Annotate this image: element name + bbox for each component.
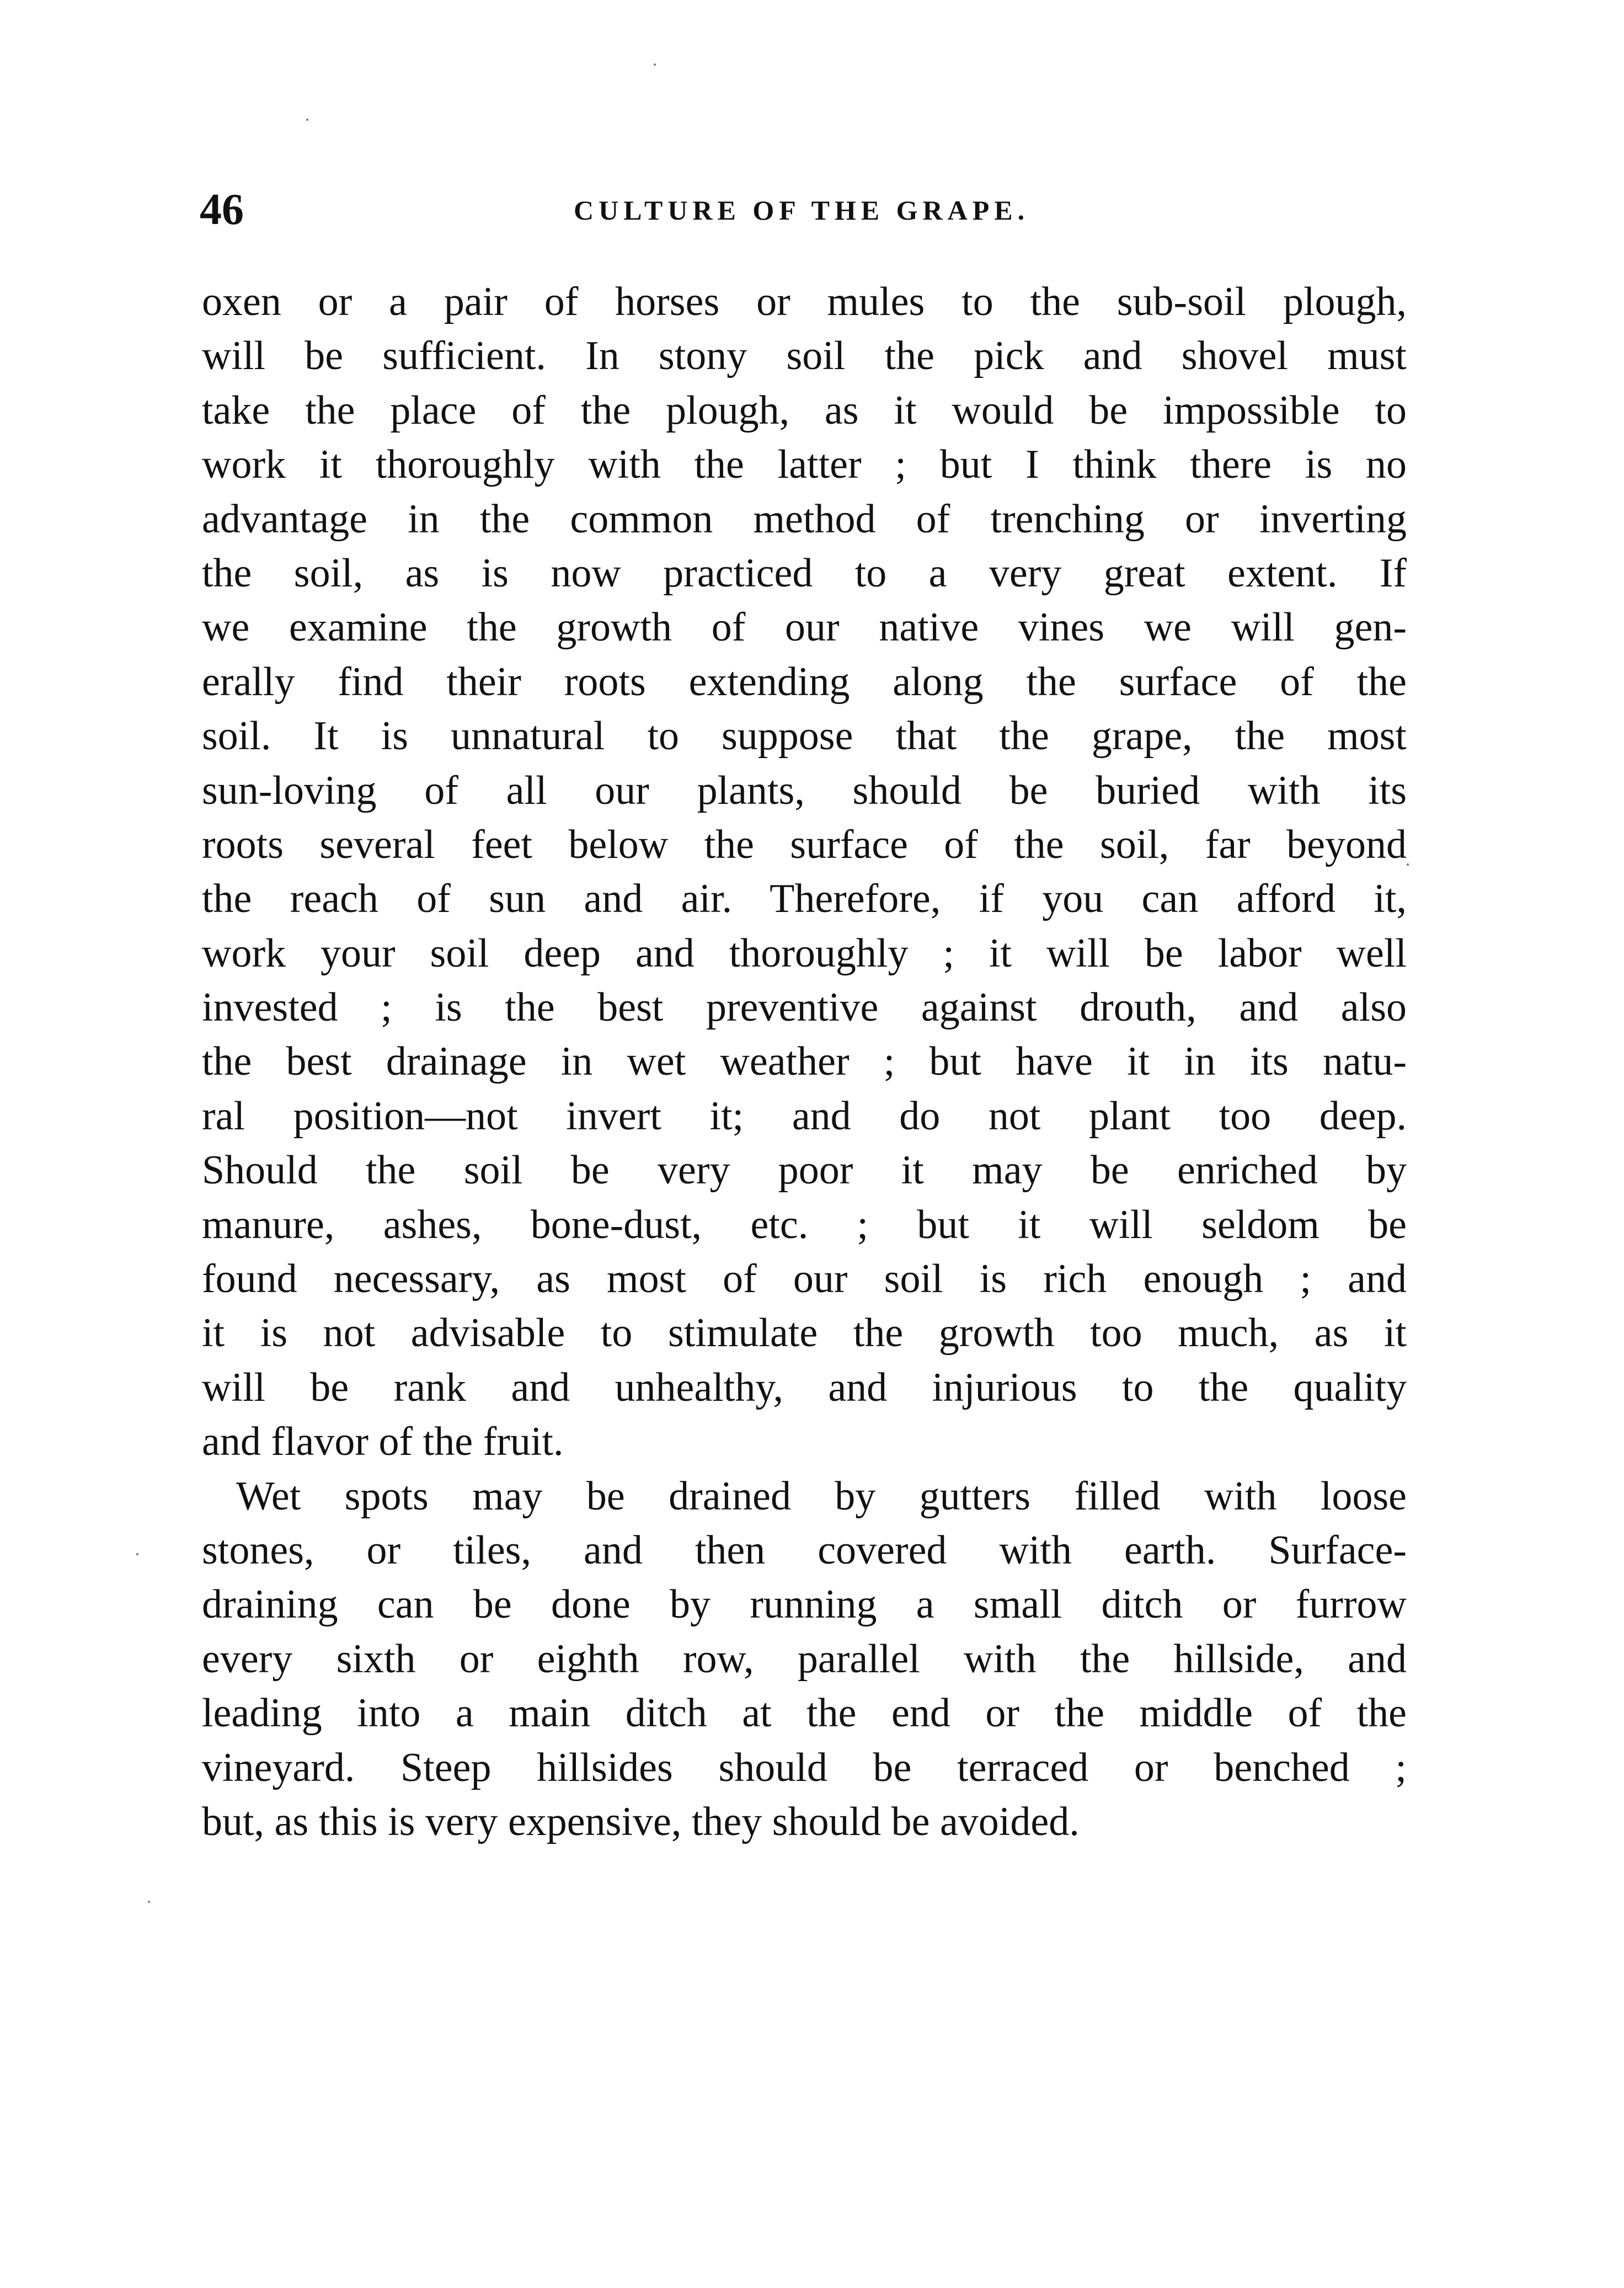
text-line: soil. It is unnatural to suppose that the grape, the most <box>202 713 1407 759</box>
text-line: erally find their roots extending along the surface of the <box>202 659 1407 705</box>
text-line: every sixth or eighth row, parallel with the hillside, and <box>202 1636 1407 1682</box>
text-line: will be rank and unhealthy, and injurious to the quality <box>202 1364 1407 1410</box>
text-line: stones, or tiles, and then covered with earth. Surface- <box>202 1527 1407 1573</box>
text-line: leading into a main ditch at the end or the middle of the <box>202 1690 1407 1736</box>
text-line: oxen or a pair of horses or mules to the sub-soil plough, <box>202 279 1407 324</box>
text-line: draining can be done by running a small ditch or furrow <box>202 1582 1407 1628</box>
text-line: but, as this is very expensive, they should be avoided. <box>202 1799 1080 1844</box>
text-line: found necessary, as most of our soil is rich enough ; and <box>202 1256 1407 1302</box>
text-line: roots several feet below the surface of the soil, far beyond <box>202 822 1407 867</box>
page-body <box>202 275 1407 1849</box>
text-line: vineyard. Steep hillsides should be terraced or benched ; <box>202 1745 1407 1790</box>
text-line: it is not advisable to stimulate the growth too much, as it <box>202 1310 1407 1356</box>
text-line: will be sufficient. In stony soil the pick and shovel must <box>202 333 1407 379</box>
text-line: ral position—not invert it; and do not plant too deep. <box>202 1093 1407 1139</box>
scan-speck <box>654 63 656 66</box>
scan-speck <box>136 1553 138 1555</box>
text-line: sun-loving of all our plants, should be buried with its <box>202 767 1407 813</box>
text-line: work your soil deep and thoroughly ; it will be labor well <box>202 930 1407 976</box>
text-line: the soil, as is now practiced to a very great extent. If <box>202 550 1407 596</box>
text-line: we examine the growth of our native vines we will gen- <box>202 605 1407 650</box>
page-number: 46 <box>200 185 244 234</box>
text-line: work it thoroughly with the latter ; but I think there is no <box>202 442 1407 488</box>
text-line: invested ; is the best preventive against drouth, and also <box>202 985 1407 1031</box>
scan-speck <box>1407 863 1409 866</box>
scan-speck <box>306 119 308 121</box>
text-line: advantage in the common method of trenching or inverting <box>202 496 1407 542</box>
text-line: Should the soil be very poor it may be enriched by <box>202 1148 1407 1193</box>
running-title: CULTURE OF THE GRAPE. <box>574 195 1030 226</box>
text-line: the reach of sun and air. Therefore, if you can afford it, <box>202 876 1407 922</box>
text-line: manure, ashes, bone-dust, etc. ; but it will seldom be <box>202 1202 1407 1247</box>
text-line: Wet spots may be drained by gutters filled with loose <box>236 1473 1407 1519</box>
scan-speck <box>148 1901 150 1903</box>
text-line: the best drainage in wet weather ; but have it in its natu- <box>202 1039 1407 1085</box>
text-line: and flavor of the fruit. <box>202 1419 564 1465</box>
text-line: take the place of the plough, as it would be impossible to <box>202 387 1407 433</box>
